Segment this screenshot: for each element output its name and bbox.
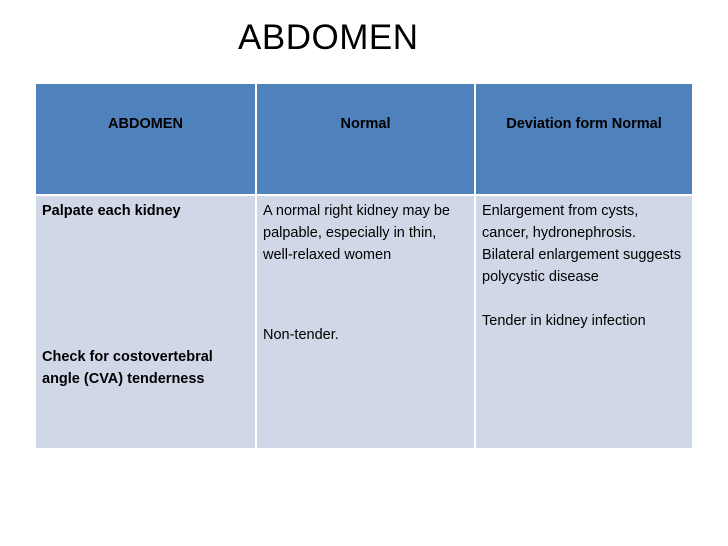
table-cell-procedure xyxy=(36,196,257,450)
table-header-abdomen: ABDOMEN xyxy=(36,84,257,196)
table-cell-deviation xyxy=(476,196,692,450)
procedure-palpate-kidney: Palpate each kidney xyxy=(42,203,181,219)
table-header-deviation: Deviation form Normal xyxy=(476,84,692,196)
procedure-cva-tenderness: Check for costovertebral angle (CVA) tenderness xyxy=(42,349,213,387)
table-cell-normal xyxy=(257,196,476,450)
table-header-normal: Normal xyxy=(257,84,476,196)
slide-title: ABDOMEN xyxy=(238,18,419,57)
deviation-tender-infection: Tender in kidney infection xyxy=(482,313,646,329)
abdomen-assessment-table xyxy=(36,84,692,450)
normal-non-tender: Non-tender. xyxy=(263,327,339,343)
spacer xyxy=(482,288,686,310)
deviation-enlargement: Enlargement from cysts, cancer, hydronephrosis. Bilateral enlargement suggests polycystic disease xyxy=(482,203,682,285)
normal-kidney-palpable: A normal right kidney may be palpable, especially in thin, well-relaxed women xyxy=(263,203,450,263)
